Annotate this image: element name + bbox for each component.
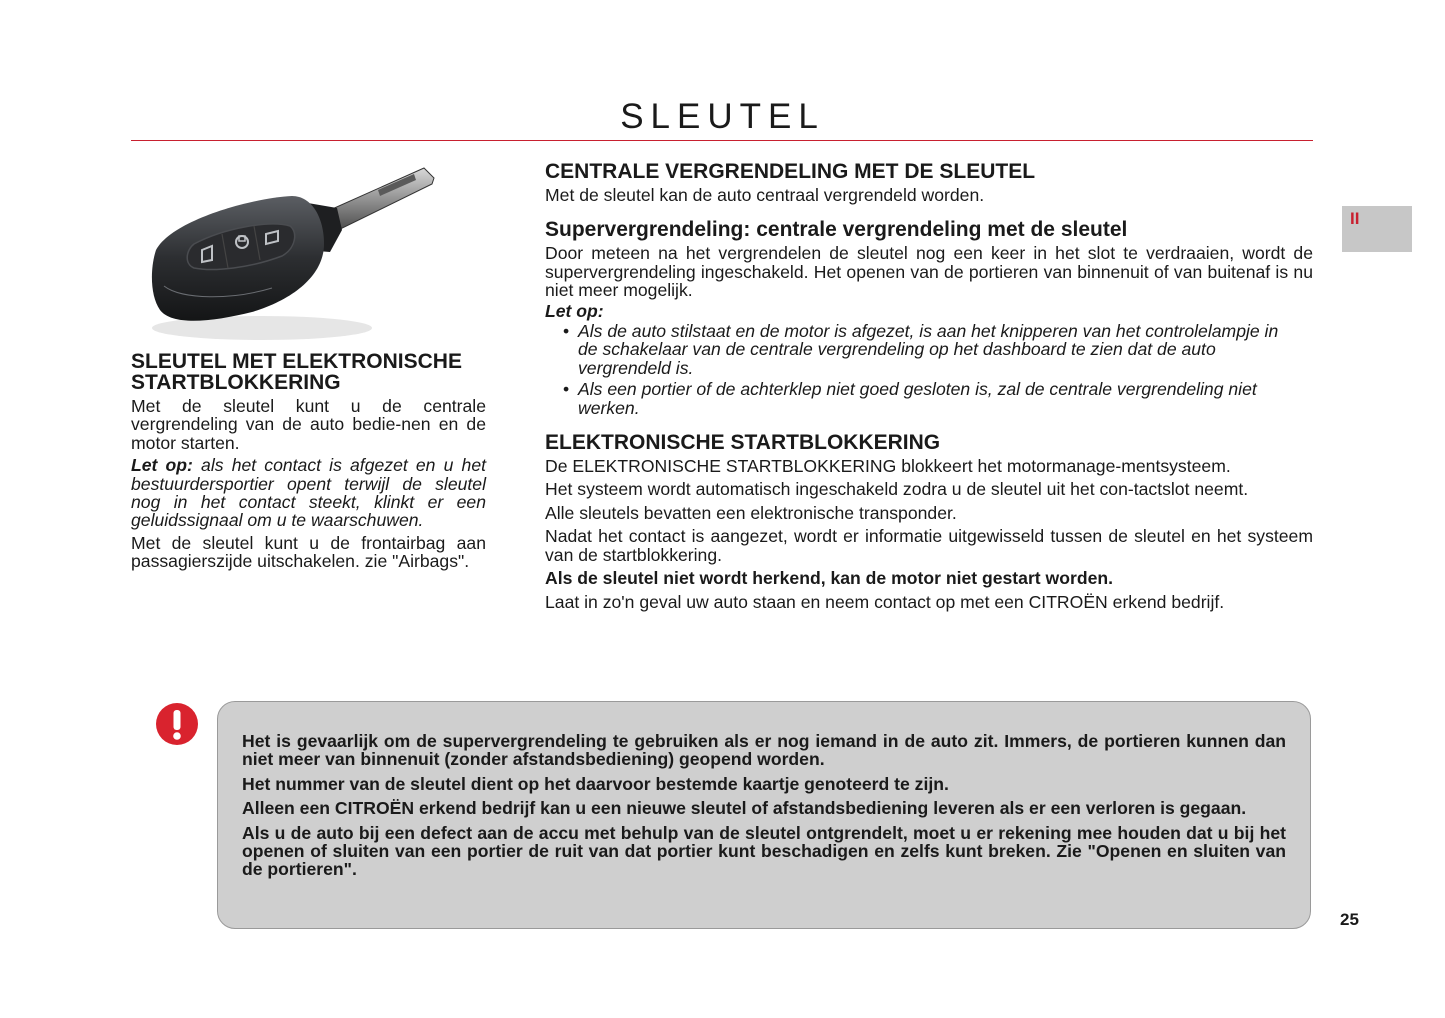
warning-text: [242, 732, 1286, 885]
section3-paragraph: De ELEKTRONISCHE STARTBLOKKERING blokkeert het motormanage-mentsysteem.: [545, 456, 1231, 477]
page-number: 25: [1340, 910, 1359, 929]
warning-paragraph: Alleen een CITROËN erkend bedrijf kan u een nieuwe sleutel of afstandsbediening leveren als er een verloren is gegaan.: [242, 798, 1247, 819]
left-note-text: als het contact is afgezet en u het bestuurdersportier opent terwijl de sleutel nog in het contact steekt, klinkt er een geluidssignaal om u te waarschuwen.: [131, 455, 486, 531]
left-paragraph-2: Met de sleutel kunt u de frontairbag aan passagierszijde uitschakelen. zie "Airbags".: [131, 532, 486, 572]
chapter-tab: [1342, 206, 1412, 252]
section1-text: Met de sleutel kan de auto centraal vergrendeld worden.: [545, 185, 985, 205]
section2-text: Door meteen na het vergrendelen de sleutel nog een keer in het slot te verdraaien, wordt de supervergrendeling ingeschakeld. Het openen van de portieren van binnenuit of van buitenaf is nu niet meer mogelijk.: [545, 243, 1313, 301]
exclamation-icon: [155, 702, 199, 746]
right-column: [545, 160, 1313, 616]
chapter-tab-label: II: [1350, 209, 1360, 228]
left-column: [131, 351, 486, 575]
warning-paragraph: Als u de auto bij een defect aan de accu met behulp van de sleutel ontgrendelt, moet u er rekening mee houden dat u bij het openen of sluiten van een portier de ruit van dat portier kunt beschadigen en zelfs kunt breken. Zie "Openen en sluiten van de portieren".: [242, 822, 1286, 880]
left-heading: SLEUTEL MET ELEKTRONISCHE STARTBLOKKERING: [131, 350, 462, 394]
left-paragraph-1: Met de sleutel kunt u de centrale vergrendeling van de auto bedie-nen en de motor starten.: [131, 396, 486, 453]
warning-paragraph: Het is gevaarlijk om de supervergrendeling te gebruiken als er nog iemand in de auto zit. Immers, de portieren kunnen dan niet meer van binnenuit (zonder afstandsbediening) geopend worden.: [242, 731, 1286, 770]
section3-bold-warning: Als de sleutel niet wordt herkend, kan de motor niet gestart worden.: [545, 568, 1113, 589]
left-note: [131, 456, 486, 530]
section2-bullets: [545, 322, 1313, 417]
section3-paragraph: Alle sleutels bevatten een elektronische transponder.: [545, 502, 957, 523]
page-title: SLEUTEL: [620, 97, 825, 137]
section3-last-paragraph: Laat in zo'n geval uw auto staan en neem contact op met een CITROËN erkend bedrijf.: [545, 591, 1225, 612]
section3-heading: ELEKTRONISCHE STARTBLOKKERING: [545, 431, 941, 455]
list-item: • Als een portier of de achterklep niet goed gesloten is, zal de centrale vergrendeling niet werken.: [563, 379, 1257, 418]
left-note-label: Let op:: [131, 455, 193, 476]
section3-paragraph: Het systeem wordt automatisch ingeschakeld zodra u de sleutel uit het con-tactslot neemt.: [545, 479, 1249, 500]
section2-note-label: Let op:: [545, 300, 604, 321]
warning-paragraph: Het nummer van de sleutel dient op het daarvoor bestemde kaartje genoteerd te zijn.: [242, 773, 949, 794]
warning-box: [217, 701, 1311, 929]
list-item: • Als de auto stilstaat en de motor is afgezet, is aan het knipperen van het controlelampje in de schakelaar van de centrale vergrendeling op het dashboard te zien dat de auto vergrendeld is.: [563, 321, 1279, 378]
section2-heading: Supervergrendeling: centrale vergrendeling met de sleutel: [545, 218, 1128, 242]
section1-heading: CENTRALE VERGRENDELING MET DE SLEUTEL: [545, 160, 1036, 183]
section3-paragraph: Nadat het contact is aangezet, wordt er informatie uitgewisseld tussen de sleutel en het systeem van de startblokkering.: [545, 526, 1313, 565]
key-fob-image: [142, 160, 442, 350]
title-divider: [131, 140, 1313, 141]
